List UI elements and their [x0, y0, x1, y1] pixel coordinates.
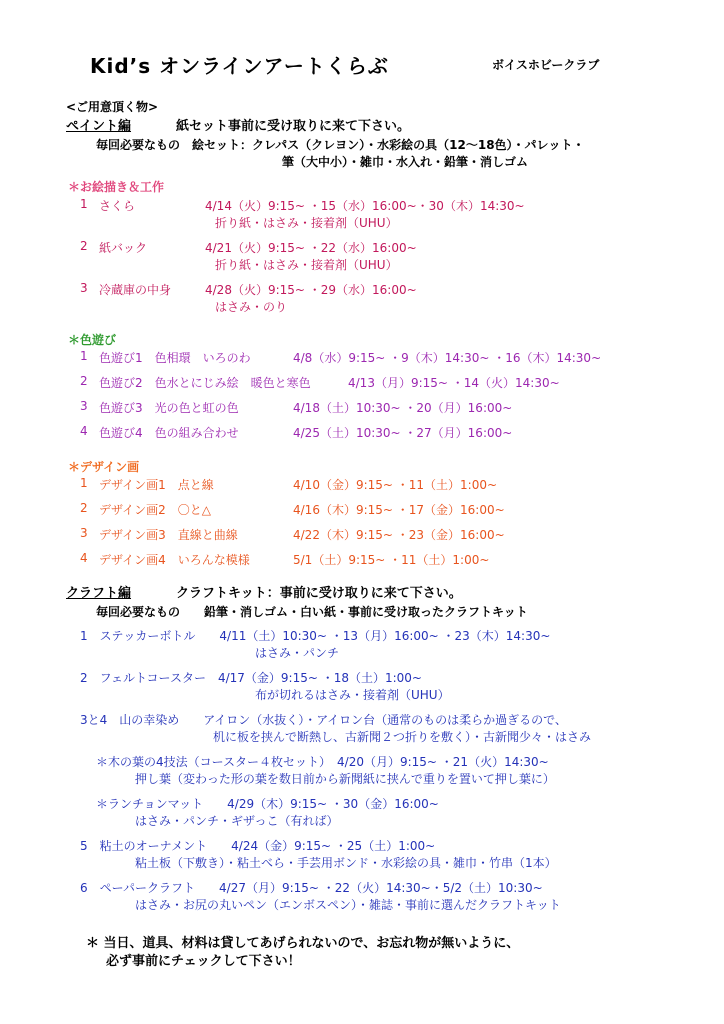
craft-luncheon-mat-materials: はさみ・パンチ・ギザっこ（有れば）: [135, 814, 339, 828]
list-item-materials: 折り紙・はさみ・接着剤（UHU）: [215, 258, 398, 272]
club-name: ボイスホビークラブ: [492, 58, 600, 72]
craft-section-note: クラフトキット：事前に受け取りに来て下さい。: [176, 586, 462, 601]
list-item-dates: 5/1（土）9:15~ ・11（土）1:00~: [293, 553, 490, 567]
list-item-number: 2: [80, 239, 88, 253]
craft-leaf-coaster: ＊木の葉の4技法（コースター４枚セット） 4/20（月）9:15~ ・21（火）14:30~: [96, 755, 549, 769]
list-item-dates: 4/28（火）9:15~ ・29（水）16:00~: [205, 283, 417, 297]
paint-section-note: 紙セット事前に受け取りに来て下さい。: [176, 119, 411, 134]
list-item-number: 4: [80, 424, 88, 438]
list-item-name: 色遊び4 色の組み合わせ: [99, 426, 239, 440]
list-item-name: 冷蔵庫の中身: [99, 283, 172, 297]
list-item-number: 1: [80, 197, 88, 211]
list-item-materials: 折り紙・はさみ・接着剤（UHU）: [215, 216, 398, 230]
list-item-name: デザイン画3 直線と曲線: [99, 528, 238, 542]
list-item-name: 色遊び1 色相環 いろのわ: [99, 351, 251, 365]
list-item-dates: 4/14（火）9:15~ ・15（水）16:00~・30（木）14:30~: [205, 199, 525, 213]
craft-item-5: 5 粘土のオーナメント 4/24（金）9:15~ ・25（土）1:00~: [80, 839, 436, 853]
list-item-number: 2: [80, 501, 88, 515]
paint-section-label: ペイント編: [66, 119, 132, 134]
list-item-number: 3: [80, 526, 88, 540]
list-item-dates: 4/21（火）9:15~ ・22（水）16:00~: [205, 241, 417, 255]
craft-item-5-materials: 粘土板（下敷き）・粘土べら・手芸用ボンド・水彩絵の具・雑巾・竹串（1本）: [135, 856, 557, 870]
list-item-number: 1: [80, 476, 88, 490]
footer-note-line-1: ＊ 当日、道具、材料は貸してあげられないので、お忘れ物が無いように、: [86, 936, 520, 951]
craft-item-1-materials: はさみ・パンチ: [255, 646, 340, 660]
list-item-number: 2: [80, 374, 88, 388]
craft-item-2: 2 フェルトコースター 4/17（金）9:15~ ・18（土）1:00~: [80, 671, 422, 685]
list-item-dates: 4/13（月）9:15~ ・14（火）14:30~: [348, 376, 560, 390]
list-item-number: 3: [80, 281, 88, 295]
craft-every-time: 毎回必要なもの 鉛筆・消しゴム・白い紙・事前に受け取ったクラフトキット: [96, 605, 528, 619]
list-item-name: デザイン画2 〇と△: [99, 503, 212, 517]
craft-item-6-materials: はさみ・お尻の丸いペン（エンボスペン）・雑誌・事前に選んだクラフトキット: [135, 898, 561, 912]
drawing-heading: ＊お絵描き＆工作: [68, 180, 165, 194]
list-item-dates: 4/25（土）10:30~ ・27（月）16:00~: [293, 426, 513, 440]
design-heading: ＊デザイン画: [68, 460, 140, 474]
list-item-name: 色遊び3 光の色と虹の色: [99, 401, 239, 415]
craft-luncheon-mat: ＊ランチョンマット 4/29（木）9:15~ ・30（金）16:00~: [96, 797, 439, 811]
list-item-dates: 4/10（金）9:15~ ・11（土）1:00~: [293, 478, 498, 492]
list-item-name: さくら: [99, 199, 136, 213]
craft-section-label: クラフト編: [66, 586, 132, 601]
paint-every-time-cont: 筆（大中小）・雑巾・水入れ・鉛筆・消しゴム: [282, 155, 529, 169]
craft-item-2-materials: 布が切れるはさみ・接着剤（UHU）: [255, 688, 450, 702]
list-item-name: デザイン画1 点と線: [99, 478, 214, 492]
paint-every-time: 毎回必要なもの 絵セット：クレパス（クレヨン）・水彩絵の具（12〜18色）・パレット・: [96, 138, 585, 152]
list-item-number: 1: [80, 349, 88, 363]
list-item-dates: 4/8（水）9:15~ ・9（木）14:30~ ・16（木）14:30~: [293, 351, 602, 365]
prep-heading: <ご用意頂く物>: [66, 100, 159, 114]
list-item-dates: 4/16（木）9:15~ ・17（金）16:00~: [293, 503, 505, 517]
list-item-name: 紙バック: [99, 241, 148, 255]
list-item-dates: 4/18（土）10:30~ ・20（月）16:00~: [293, 401, 513, 415]
list-item-number: 4: [80, 551, 88, 565]
list-item-dates: 4/22（木）9:15~ ・23（金）16:00~: [293, 528, 505, 542]
color-heading: ＊色遊び: [68, 333, 117, 347]
craft-item-3-4-materials: 机に板を挟んで断熱し、古新聞２つ折りを敷く）・古新聞少々・はさみ: [213, 730, 592, 744]
list-item-number: 3: [80, 399, 88, 413]
list-item-name: デザイン画4 いろんな模様: [99, 553, 250, 567]
list-item-materials: はさみ・のり: [215, 300, 288, 314]
craft-item-6: 6 ペーパークラフト 4/27（月）9:15~ ・22（火）14:30~・5/2（土）10:30~: [80, 881, 543, 895]
craft-item-3-4: 3と4 山の幸染め アイロン（水抜く）・アイロン台（通常のものは柔らか過ぎるので、: [80, 713, 567, 727]
list-item-name: 色遊び2 色水とにじみ絵 暖色と寒色: [99, 376, 311, 390]
craft-item-1: 1 ステッカーボトル 4/11（土）10:30~ ・13（月）16:00~ ・23（木）14:30~: [80, 629, 551, 643]
footer-note-line-2: 必ず事前にチェックして下さい！: [106, 954, 301, 969]
craft-leaf-coaster-materials: 押し葉（変わった形の葉を数日前から新聞紙に挟んで重りを置いて押し葉に）: [135, 772, 555, 786]
page-title: Kid’s オンラインアートくらぶ: [90, 54, 389, 78]
